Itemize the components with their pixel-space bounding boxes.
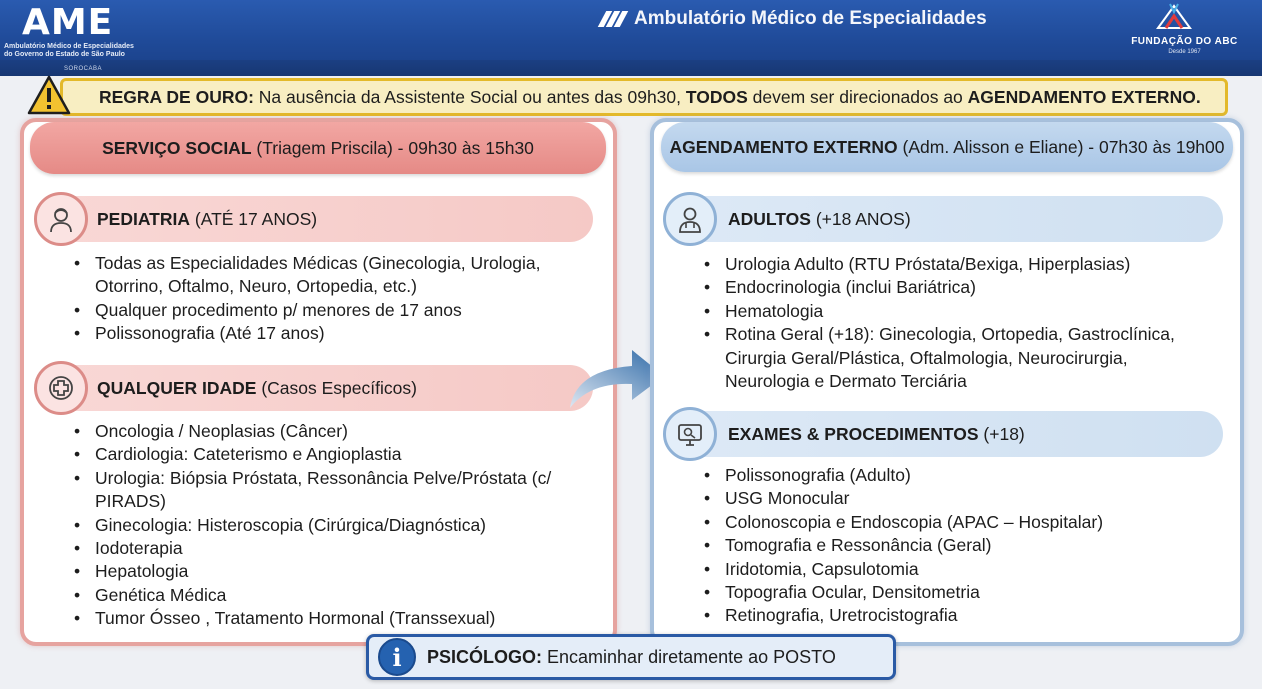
psicologo-text: Encaminhar diretamente ao POSTO [542, 646, 836, 667]
servico-social-header [30, 122, 606, 174]
list-item: • Hematologia [700, 300, 1220, 323]
list-item: • Iodoterapia [70, 537, 590, 560]
golden-rule-text-1: Na ausência da Assistente Social ou antes das 09h30, [253, 86, 686, 107]
pediatria-section-header [37, 196, 593, 242]
list-item: • Topografia Ocular, Densitometria [700, 581, 1220, 604]
qualquer-idade-list [70, 420, 590, 631]
golden-rule-banner [60, 78, 1228, 116]
psicologo-banner [366, 634, 896, 680]
list-item: • Genética Médica [70, 584, 590, 607]
list-item: • Urologia: Biópsia Próstata, Ressonância Pelve/Próstata (c/ [70, 467, 590, 490]
exam-monitor-icon [663, 407, 717, 461]
list-item: Cirurgia Geral/Plástica, Oftalmologia, Neurocirurgia, [725, 347, 1128, 368]
qualquer-idade-subtitle: (Casos Específicos) [256, 377, 417, 398]
list-item: • Qualquer procedimento p/ menores de 17 anos [70, 299, 580, 322]
fundacao-abc-logo [1112, 0, 1257, 60]
list-item: • Urologia Adulto (RTU Próstata/Bexiga, Hiperplasias) [700, 253, 1220, 276]
adultos-title: ADULTOS [728, 208, 811, 229]
exames-subtitle: (+18) [978, 423, 1025, 444]
pediatria-subtitle: (ATÉ 17 ANOS) [190, 208, 318, 229]
list-item: Neurologia e Dermato Terciária [725, 371, 967, 392]
list-item: Otorrino, Oftalmo, Neuro, Ortopedia, etc.) [95, 276, 417, 297]
list-item: • Endocrinologia (inclui Bariátrica) [700, 276, 1220, 299]
ame-logo-subtitle [4, 43, 194, 58]
medical-cross-icon [34, 361, 88, 415]
list-item: • Oncologia / Neoplasias (Câncer) [70, 420, 590, 443]
qualquer-idade-section-header [37, 365, 593, 411]
adultos-section-header [666, 196, 1223, 242]
list-item: • Polissonografia (Até 17 anos) [70, 322, 580, 345]
list-item: • Iridotomia, Capsulotomia [700, 558, 1220, 581]
ame-logo-city: SOROCABA [64, 66, 103, 72]
pediatria-title: PEDIATRIA [97, 208, 191, 229]
list-item: • Rotina Geral (+18): Ginecologia, Ortopedia, Gastroclínica, [700, 323, 1220, 346]
golden-rule-text-2: devem ser direcionados ao [747, 86, 968, 107]
info-icon: i [378, 638, 416, 676]
agendamento-externo-subtitle: (Adm. Alisson e Eliane) - 07h30 às 19h00 [897, 136, 1225, 157]
list-item: • Todas as Especialidades Médicas (Ginecologia, Urologia, [70, 252, 580, 275]
agendamento-externo-header [661, 122, 1233, 172]
golden-rule-emphasis: TODOS [685, 86, 748, 107]
warning-icon [26, 74, 72, 116]
ame-subtitle-line-1: Ambulatório Médico de Especialidades [4, 43, 134, 50]
golden-rule-label: REGRA DE OURO: [99, 86, 254, 107]
header-bar [0, 0, 1262, 76]
list-item: • Ginecologia: Histeroscopia (Cirúrgica/Diagnóstica) [70, 514, 590, 537]
list-item: • Polissonografia (Adulto) [700, 464, 1220, 487]
list-item: • Hepatologia [70, 560, 590, 583]
ame-logo: AME [22, 2, 114, 43]
agendamento-externo-title: AGENDAMENTO EXTERNO [669, 136, 898, 157]
list-item: • Retinografia, Uretrocistografia [700, 604, 1220, 627]
slashes-icon [602, 11, 624, 27]
fundacao-abc-name: FUNDAÇÃO DO ABC [1131, 36, 1238, 47]
child-icon [34, 192, 88, 246]
exames-title: EXAMES & PROCEDIMENTOS [728, 423, 979, 444]
list-item: • Cardiologia: Cateterismo e Angioplastia [70, 443, 590, 466]
qualquer-idade-title: QUALQUER IDADE [97, 377, 257, 398]
fundacao-abc-mark-icon [1154, 2, 1194, 32]
list-item: PIRADS) [95, 491, 166, 512]
fundacao-abc-since: Desde 1967 [1168, 49, 1201, 55]
exames-list [700, 464, 1220, 628]
adultos-list [700, 253, 1220, 393]
pediatria-list [70, 252, 580, 346]
list-item: • USG Monocular [700, 487, 1220, 510]
list-item: • Colonoscopia e Endoscopia (APAC – Hospitalar) [700, 511, 1220, 534]
header-title-text: Ambulatório Médico de Especialidades [634, 8, 987, 29]
servico-social-title: SERVIÇO SOCIAL [102, 137, 252, 158]
header-title [602, 6, 987, 32]
header-band [0, 60, 1262, 76]
servico-social-subtitle: (Triagem Priscila) - 09h30 às 15h30 [251, 137, 534, 158]
golden-rule-target: AGENDAMENTO EXTERNO. [967, 86, 1201, 107]
exames-section-header [666, 411, 1223, 457]
psicologo-label: PSICÓLOGO: [427, 646, 543, 667]
list-item: • Tomografia e Ressonância (Geral) [700, 534, 1220, 557]
adult-doctor-icon [663, 192, 717, 246]
list-item: • Tumor Ósseo , Tratamento Hormonal (Transsexual) [70, 607, 590, 630]
adultos-subtitle: (+18 ANOS) [810, 208, 911, 229]
ame-subtitle-line-2: do Governo do Estado de São Paulo [4, 50, 125, 58]
